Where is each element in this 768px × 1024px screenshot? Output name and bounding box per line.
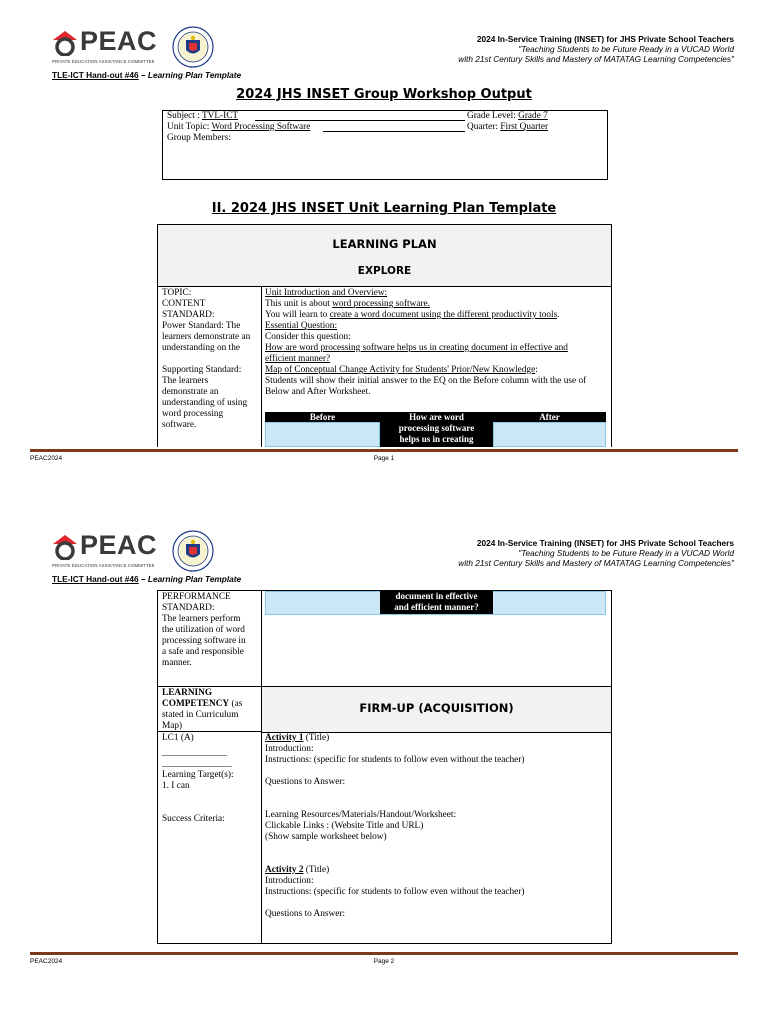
standard-label: STANDARD: xyxy=(162,603,215,613)
performance-line: the utilization of word xyxy=(162,625,245,635)
handout-separator: – xyxy=(138,574,148,584)
handout-label xyxy=(52,574,241,584)
essential-question-cell xyxy=(380,412,493,447)
performance-line: a safe and responsible xyxy=(162,647,244,657)
eq-line: and efficient manner? xyxy=(394,602,479,612)
unit-value: Word Processing Software xyxy=(211,122,311,132)
deped-seal-icon xyxy=(172,26,214,68)
activities-column xyxy=(265,733,609,920)
grade-label: Grade Level: xyxy=(467,111,519,121)
lc1-label: LC1 (A) xyxy=(162,733,194,743)
supporting-standard-line: understanding of using xyxy=(162,398,248,408)
learn-period: . xyxy=(557,310,560,320)
activity-1-intro: Introduction: xyxy=(265,744,314,754)
supporting-standard-line: Supporting Standard: xyxy=(162,365,242,375)
activity-1-resources: Learning Resources/Materials/Handout/Worksheet: xyxy=(265,810,457,820)
learning-target-label: Learning Target(s): xyxy=(162,770,234,780)
column-divider xyxy=(261,287,262,447)
members-label: Group Members: xyxy=(167,133,231,143)
activity-1-questions: Questions to Answer: xyxy=(265,777,346,787)
map-heading: Map of Conceptual Change Activity for Students' Prior/New Knowledge xyxy=(265,365,536,375)
essential-question-line: How are word processing software helps us in creating document in effective and xyxy=(265,343,568,353)
explore-heading: EXPLORE xyxy=(357,265,412,277)
blank-line: _______________ xyxy=(162,759,232,769)
page-number: Page 2 xyxy=(373,958,395,965)
lc-heading: LEARNING xyxy=(162,688,213,698)
spacer xyxy=(265,788,609,810)
supporting-standard-line: demonstrate an xyxy=(162,387,219,397)
unit-label: Unit Topic: xyxy=(167,122,212,132)
peac-logo-icon xyxy=(52,30,78,56)
power-standard-line: understanding on the xyxy=(162,343,240,353)
essential-question-heading: Essential Question: xyxy=(265,321,338,331)
subject-label: Subject : xyxy=(167,111,202,121)
quarter-label: Quarter: xyxy=(467,122,501,132)
activity-1-name: Activity 1 xyxy=(265,733,304,743)
spacer xyxy=(265,766,609,777)
activity-2-heading xyxy=(265,865,609,876)
header-tagline-1: "Teaching Students to be Future Ready in a VUCAD World xyxy=(518,548,734,558)
logo-subtitle: PRIVATE EDUCATION ASSISTANCE COMMITTEE xyxy=(52,59,155,64)
activity-1-instructions: Instructions: (specific for students to follow even without the teacher) xyxy=(265,755,525,765)
handout-separator: – xyxy=(138,70,148,80)
page-number: Page 1 xyxy=(373,455,395,462)
supporting-standard-line: word processing xyxy=(162,409,224,419)
activity-2-questions: Questions to Answer: xyxy=(265,909,346,919)
lc-heading-line: stated in Curriculum xyxy=(162,710,239,720)
unit-row xyxy=(167,122,310,133)
learn-goal: create a word document using the different productivity tools xyxy=(329,310,558,320)
content-label: CONTENT xyxy=(162,299,206,309)
handout-title: Learning Plan Template xyxy=(147,70,242,80)
row-divider xyxy=(158,686,262,687)
map-instructions: Students will show their initial answer to the EQ on the Before column with the use of xyxy=(265,376,587,386)
blank-line: ______________ xyxy=(162,748,228,758)
footer-bar xyxy=(30,449,738,452)
footer-label: PEAC2024 xyxy=(30,958,63,965)
handout-number: TLE-ICT Hand-out #46 xyxy=(52,574,139,584)
learning-plan-title: LEARNING PLAN xyxy=(332,237,437,251)
activity-2-intro: Introduction: xyxy=(265,876,314,886)
map-colon: : xyxy=(535,365,538,375)
handout-title: Learning Plan Template xyxy=(147,574,242,584)
lc-heading-bold: COMPETENCY xyxy=(162,699,230,709)
peac-logo xyxy=(52,532,162,572)
peac-logo xyxy=(52,28,162,68)
performance-standard-column xyxy=(162,592,260,669)
handout-label xyxy=(52,70,241,80)
grade-value: Grade 7 xyxy=(518,111,548,121)
eq-line: helps us in creating xyxy=(399,434,474,444)
quarter-row xyxy=(467,122,548,133)
subject-underline xyxy=(255,120,465,121)
spacer xyxy=(265,843,609,865)
firm-up-header xyxy=(262,686,611,733)
activity-1-links: Clickable Links : (Website Title and URL) xyxy=(265,821,424,831)
after-answer-box[interactable] xyxy=(493,422,606,447)
logo-text: PEAC xyxy=(80,530,158,560)
lc-heading-line xyxy=(162,699,260,710)
spacer xyxy=(162,354,260,365)
header-tagline-2: with 21st Century Skills and Mastery of MATATAG Learning Competencies" xyxy=(458,558,734,568)
consider-line: Consider this question: xyxy=(265,332,351,342)
before-answer-box[interactable] xyxy=(265,422,380,447)
quarter-value: First Quarter xyxy=(500,122,549,132)
header-title-block xyxy=(374,34,734,64)
essential-question-line: efficient manner? xyxy=(265,354,331,364)
standard-label: STANDARD: xyxy=(162,310,215,320)
before-column-header: Before xyxy=(265,412,380,422)
power-standard-line: Power Standard: The xyxy=(162,321,241,331)
learning-plan-header xyxy=(158,225,611,287)
map-heading-line xyxy=(265,365,609,376)
column-divider xyxy=(261,591,262,943)
page-1 xyxy=(0,0,768,504)
deped-seal-icon xyxy=(172,530,214,572)
activity-1-sample: (Show sample worksheet below) xyxy=(265,832,387,842)
subject-value: TVL-ICT xyxy=(201,111,239,121)
i-can-label: 1. I can xyxy=(162,781,190,791)
about-topic: word processing software. xyxy=(332,299,431,309)
after-column-header: After xyxy=(493,412,606,422)
firm-up-title: FIRM-UP (ACQUISITION) xyxy=(359,701,514,715)
lc-heading-line: Map) xyxy=(162,721,183,731)
performance-line: manner. xyxy=(162,658,192,668)
peac-logo-icon xyxy=(52,534,78,560)
about-text: This unit is about xyxy=(265,299,333,309)
unit-about-line xyxy=(265,299,609,310)
competency-column xyxy=(162,733,260,825)
header-tagline-1: "Teaching Students to be Future Ready in a VUCAD World xyxy=(518,44,734,54)
header-tagline-2: with 21st Century Skills and Mastery of MATATAG Learning Competencies" xyxy=(458,54,734,64)
grade-row xyxy=(467,111,548,122)
header-title: 2024 In-Service Training (INSET) for JHS Private School Teachers xyxy=(476,34,734,44)
power-standard-line: learners demonstrate an xyxy=(162,332,251,342)
unit-underline xyxy=(323,131,465,132)
learning-competency-label xyxy=(162,688,260,732)
standards-column xyxy=(162,288,260,431)
performance-line: processing software in xyxy=(162,636,246,646)
overview-column xyxy=(265,288,609,398)
page-title: 2024 JHS INSET Group Workshop Output xyxy=(236,87,532,102)
header-title: 2024 In-Service Training (INSET) for JHS Private School Teachers xyxy=(476,538,734,548)
activity-2-title: (Title) xyxy=(303,865,330,875)
supporting-standard-line: software. xyxy=(162,420,197,430)
lc-heading-rest: (as xyxy=(229,699,243,709)
activity-2-name: Activity 2 xyxy=(265,865,304,875)
activity-1-title: (Title) xyxy=(303,733,330,743)
handout-number: TLE-ICT Hand-out #46 xyxy=(52,70,139,80)
eq-line: processing software xyxy=(398,423,475,433)
map-instructions: Below and After Worksheet. xyxy=(265,387,371,397)
unit-intro-heading: Unit Introduction and Overview: xyxy=(265,288,388,298)
success-criteria-label: Success Criteria: xyxy=(162,814,225,824)
eq-line: document in effective xyxy=(395,591,478,601)
spacer xyxy=(162,792,260,814)
logo-subtitle: PRIVATE EDUCATION ASSISTANCE COMMITTEE xyxy=(52,563,155,568)
activity-2-instructions: Instructions: (specific for students to follow even without the teacher) xyxy=(265,887,525,897)
learn-text: You will learn to xyxy=(265,310,330,320)
essential-question-cell xyxy=(380,591,493,614)
footer-label: PEAC2024 xyxy=(30,455,63,462)
activity-1-heading xyxy=(265,733,609,744)
learn-line xyxy=(265,310,609,321)
learning-plan-table xyxy=(157,224,612,447)
learning-plan-table-continued xyxy=(157,590,612,944)
eq-line: How are word xyxy=(409,412,464,422)
spacer xyxy=(265,898,609,909)
footer-bar xyxy=(30,952,738,955)
subject-row xyxy=(167,111,238,122)
topic-label: TOPIC: xyxy=(162,288,192,298)
section-title: II. 2024 JHS INSET Unit Learning Plan Template xyxy=(211,201,557,216)
page-2 xyxy=(0,504,768,1008)
performance-line: The learners perform xyxy=(162,614,241,624)
group-info-box xyxy=(162,110,608,180)
supporting-standard-line: The learners xyxy=(162,376,209,386)
header-title-block xyxy=(374,538,734,568)
logo-text: PEAC xyxy=(80,26,158,56)
performance-label: PERFORMANCE xyxy=(162,592,231,602)
